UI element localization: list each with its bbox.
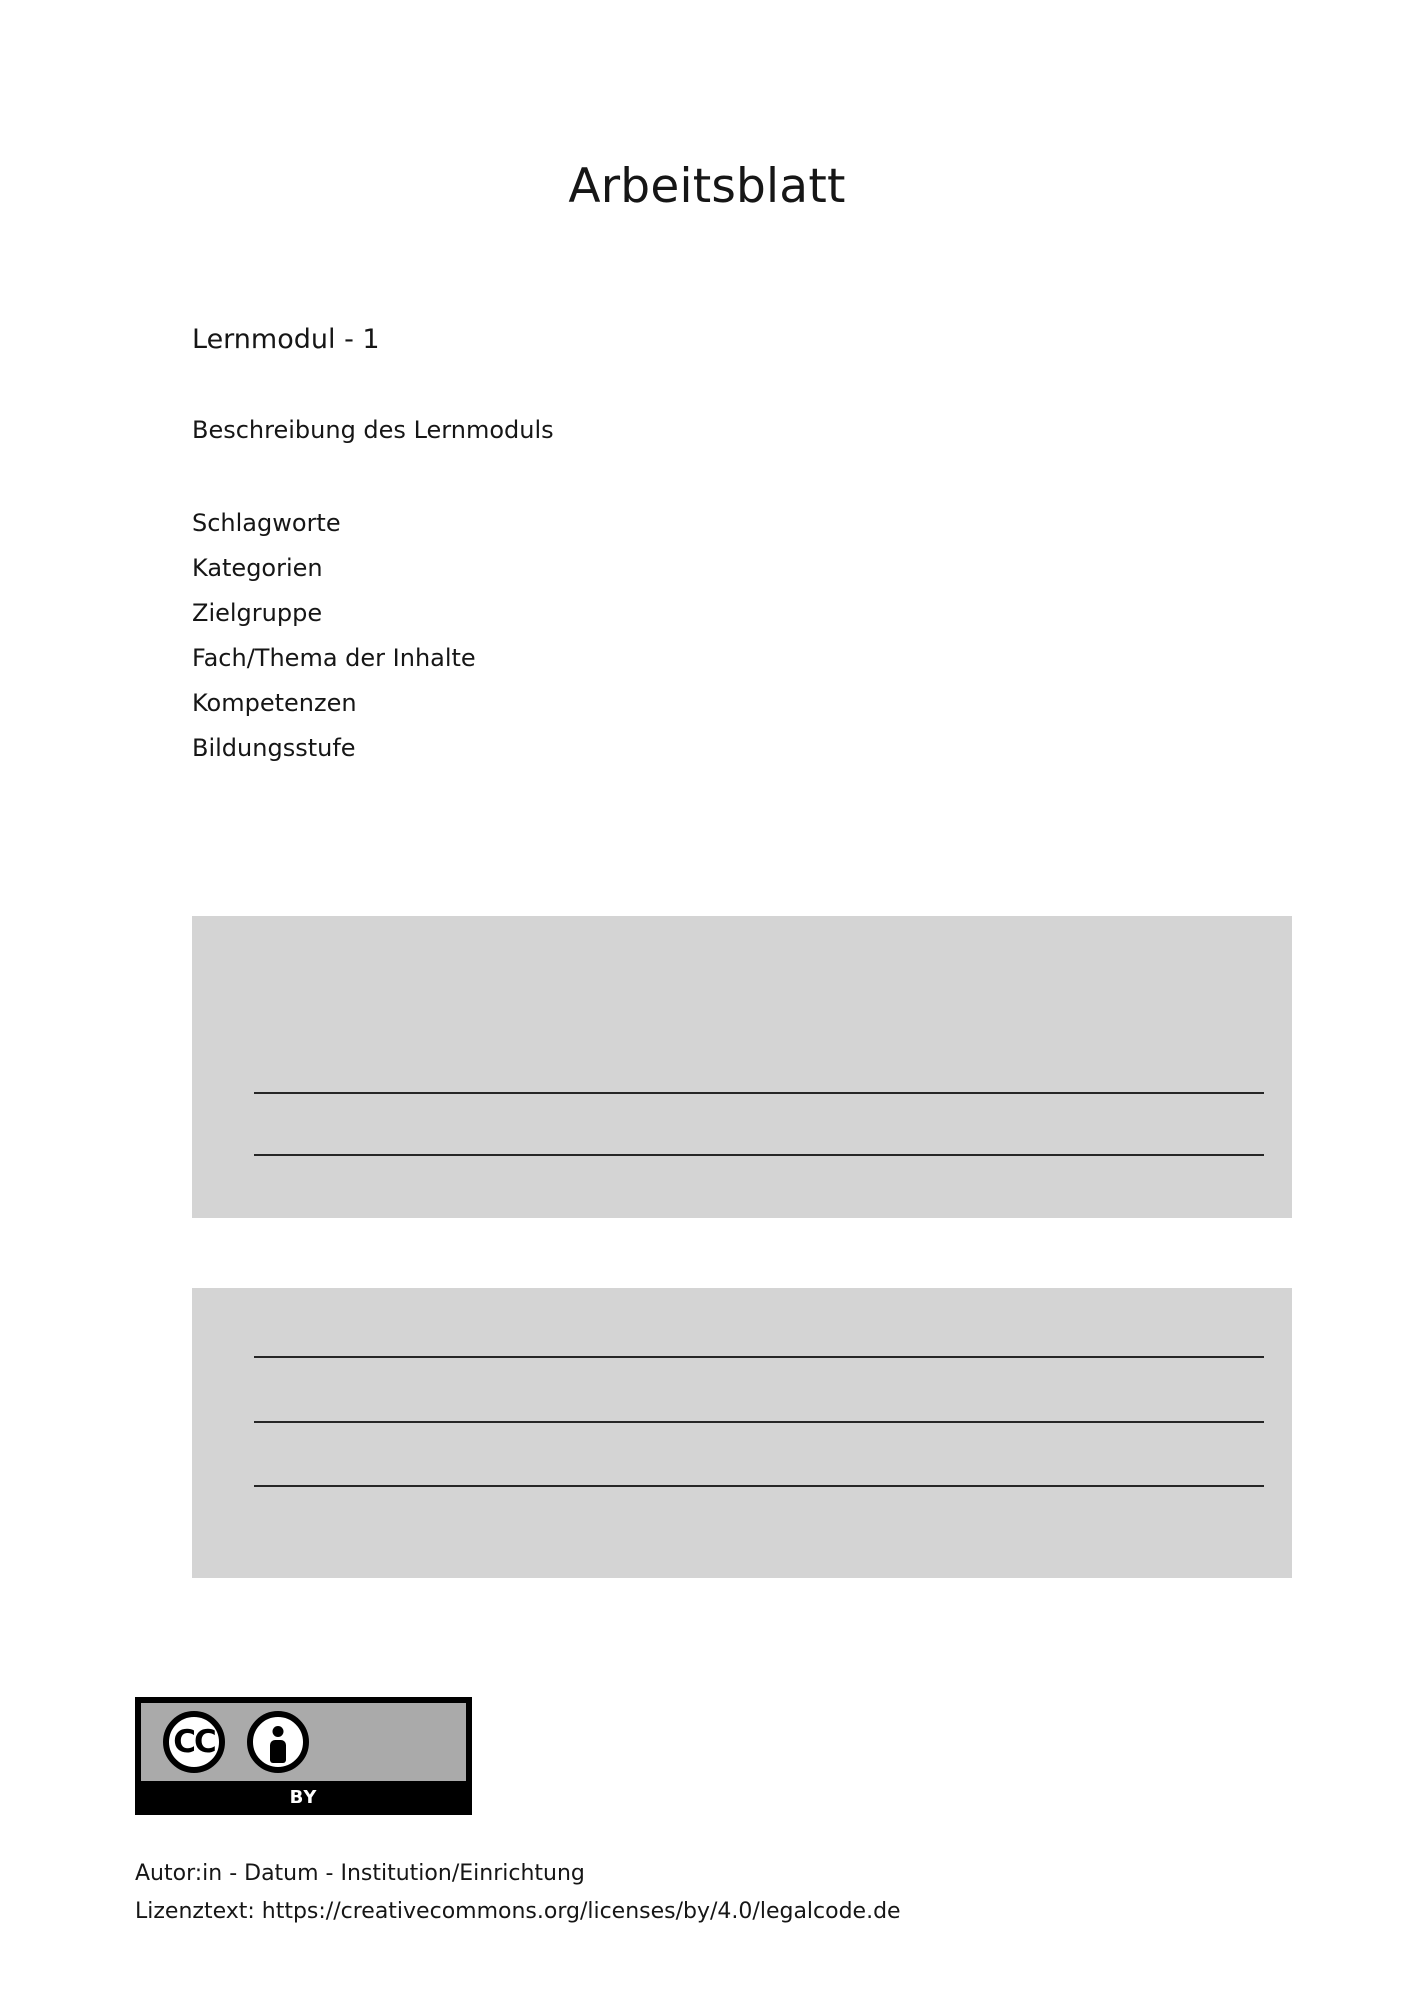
cc-icon: CC bbox=[163, 1711, 225, 1773]
writing-rule bbox=[254, 1092, 1264, 1094]
page-title: Arbeitsblatt bbox=[568, 159, 846, 215]
list-item-kategorien: Kategorien bbox=[192, 554, 323, 583]
person-icon bbox=[247, 1711, 309, 1773]
list-item-schlagworte: Schlagworte bbox=[192, 509, 341, 538]
cc-badge-icons bbox=[138, 1700, 469, 1784]
creative-commons-badge[interactable] bbox=[135, 1697, 472, 1815]
list-item-zielgruppe: Zielgruppe bbox=[192, 599, 323, 628]
footer bbox=[135, 1855, 1285, 1931]
writing-rule bbox=[254, 1154, 1264, 1156]
metadata-block bbox=[192, 325, 1192, 771]
list-item-kompetenzen: Kompetenzen bbox=[192, 689, 357, 718]
attribute-list bbox=[192, 501, 1192, 771]
module-label: Lernmodul - 1 bbox=[192, 324, 380, 355]
writing-rule bbox=[254, 1485, 1264, 1487]
license-line: Lizenztext: https://creativecommons.org/licenses/by/4.0/legalcode.de bbox=[135, 1899, 901, 1924]
writing-rule bbox=[254, 1421, 1264, 1423]
writing-rule bbox=[254, 1356, 1264, 1358]
list-item-fach-thema: Fach/Thema der Inhalte bbox=[192, 644, 476, 673]
credit-line: Autor:in - Datum - Institution/Einrichtung bbox=[135, 1861, 585, 1886]
cc-by-label: BY bbox=[289, 1787, 318, 1808]
answer-box-1[interactable] bbox=[192, 916, 1292, 1218]
module-description-label: Beschreibung des Lernmoduls bbox=[192, 415, 554, 444]
answer-box-2[interactable] bbox=[192, 1288, 1292, 1578]
list-item-bildungsstufe: Bildungsstufe bbox=[192, 734, 356, 763]
